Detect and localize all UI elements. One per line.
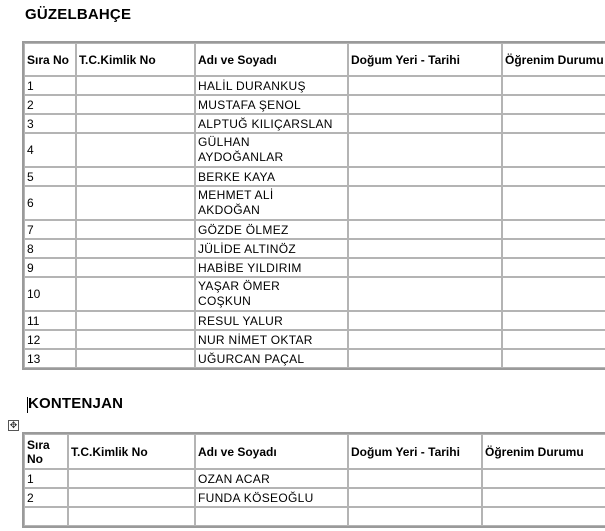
section-title-guzelbahce: GÜZELBAHÇE: [25, 6, 132, 23]
tc-kimlik-cell: [76, 239, 195, 258]
name-cell: FUNDA KÖSEOĞLU: [195, 488, 348, 507]
ogrenim-cell: [502, 114, 605, 133]
dogum-cell: [348, 114, 502, 133]
name-cell: OZAN ACAR: [195, 469, 348, 488]
dogum-cell: [348, 469, 482, 488]
tc-kimlik-cell: [68, 507, 195, 526]
ogrenim-cell: [502, 239, 605, 258]
ogrenim-cell: [502, 330, 605, 349]
header-dogum-yeri-tarihi: Doğum Yeri - Tarihi: [348, 434, 482, 469]
dogum-cell: [348, 507, 482, 526]
ogrenim-cell: [482, 469, 605, 488]
table-move-handle-icon[interactable]: ✥: [9, 420, 18, 430]
tc-kimlik-cell: [76, 277, 195, 311]
dogum-cell: [348, 133, 502, 167]
dogum-cell: [348, 258, 502, 277]
name-cell: ALPTUĞ KILIÇARSLAN: [195, 114, 348, 133]
tc-kimlik-cell: [76, 349, 195, 368]
name-cell: NUR NİMET OKTAR: [195, 330, 348, 349]
table-row: [24, 133, 605, 167]
ogrenim-cell: [502, 311, 605, 330]
header-ogrenim-durumu: Öğrenim Durumu: [502, 43, 605, 76]
dogum-cell: [348, 186, 502, 220]
name-cell: GÜLHAN AYDOĞANLAR: [195, 133, 348, 167]
ogrenim-cell: [502, 258, 605, 277]
header-tc-kimlik-no: T.C.Kimlik No: [68, 434, 195, 469]
name-cell: YAŞAR ÖMER COŞKUN: [195, 277, 348, 311]
tc-kimlik-cell: [76, 114, 195, 133]
dogum-cell: [348, 220, 502, 239]
tc-kimlik-cell: [76, 95, 195, 114]
row-number: 3: [24, 114, 76, 133]
header-adi-soyadi: Adı ve Soyadı: [195, 434, 348, 469]
ogrenim-cell: [502, 76, 605, 95]
table-row: [24, 330, 605, 349]
tc-kimlik-cell: [76, 167, 195, 186]
ogrenim-cell: [482, 507, 605, 526]
dogum-cell: [348, 167, 502, 186]
tc-kimlik-cell: [68, 488, 195, 507]
header-sira-no: Sıra No: [24, 43, 76, 76]
table-row: [24, 507, 605, 526]
ogrenim-cell: [502, 220, 605, 239]
table-row: [24, 76, 605, 95]
row-number: 12: [24, 330, 76, 349]
row-number: 2: [24, 488, 68, 507]
table-row: [24, 95, 605, 114]
table-header-row: [24, 43, 605, 76]
ogrenim-cell: [502, 186, 605, 220]
table-row: [24, 114, 605, 133]
header-ogrenim-durumu: Öğrenim Durumu: [482, 434, 605, 469]
table-row: [24, 349, 605, 368]
name-cell: MUSTAFA ŞENOL: [195, 95, 348, 114]
name-cell: HALİL DURANKUŞ: [195, 76, 348, 95]
tc-kimlik-cell: [76, 220, 195, 239]
row-number: [24, 507, 68, 526]
tc-kimlik-cell: [76, 311, 195, 330]
ogrenim-cell: [502, 277, 605, 311]
table-row: [24, 220, 605, 239]
row-number: 8: [24, 239, 76, 258]
row-number: 2: [24, 95, 76, 114]
row-number: 11: [24, 311, 76, 330]
tc-kimlik-cell: [76, 186, 195, 220]
dogum-cell: [348, 277, 502, 311]
dogum-cell: [348, 349, 502, 368]
ogrenim-cell: [502, 167, 605, 186]
dogum-cell: [348, 311, 502, 330]
row-number: 10: [24, 277, 76, 311]
dogum-cell: [348, 76, 502, 95]
ogrenim-cell: [502, 133, 605, 167]
dogum-cell: [348, 330, 502, 349]
guzelbahce-table: [22, 41, 605, 370]
tc-kimlik-cell: [68, 469, 195, 488]
name-cell: HABİBE YILDIRIM: [195, 258, 348, 277]
dogum-cell: [348, 95, 502, 114]
header-tc-kimlik-no: T.C.Kimlik No: [76, 43, 195, 76]
kontenjan-table: [22, 432, 605, 528]
header-dogum-yeri-tarihi: Doğum Yeri - Tarihi: [348, 43, 502, 76]
name-cell: [195, 507, 348, 526]
table-row: [24, 311, 605, 330]
ogrenim-cell: [502, 349, 605, 368]
table-row: [24, 469, 605, 488]
table-row: [24, 239, 605, 258]
ogrenim-cell: [502, 95, 605, 114]
row-number: 4: [24, 133, 76, 167]
row-number: 5: [24, 167, 76, 186]
table-row: [24, 488, 605, 507]
row-number: 9: [24, 258, 76, 277]
name-cell: GÖZDE ÖLMEZ: [195, 220, 348, 239]
dogum-cell: [348, 488, 482, 507]
table-header-row: [24, 434, 605, 469]
name-cell: MEHMET ALİ AKDOĞAN: [195, 186, 348, 220]
row-number: 1: [24, 469, 68, 488]
dogum-cell: [348, 239, 502, 258]
ogrenim-cell: [482, 488, 605, 507]
table-row: [24, 167, 605, 186]
table-row: [24, 277, 605, 311]
tc-kimlik-cell: [76, 258, 195, 277]
header-sira-no: Sıra No: [24, 434, 68, 469]
row-number: 1: [24, 76, 76, 95]
row-number: 13: [24, 349, 76, 368]
name-cell: BERKE KAYA: [195, 167, 348, 186]
table-row: [24, 186, 605, 220]
name-cell: RESUL YALUR: [195, 311, 348, 330]
header-adi-soyadi: Adı ve Soyadı: [195, 43, 348, 76]
name-cell: UĞURCAN PAÇAL: [195, 349, 348, 368]
tc-kimlik-cell: [76, 76, 195, 95]
section-title-kontenjan: KONTENJAN: [28, 395, 124, 412]
tc-kimlik-cell: [76, 330, 195, 349]
table-row: [24, 258, 605, 277]
tc-kimlik-cell: [76, 133, 195, 167]
row-number: 6: [24, 186, 76, 220]
row-number: 7: [24, 220, 76, 239]
name-cell: JÜLİDE ALTINÖZ: [195, 239, 348, 258]
